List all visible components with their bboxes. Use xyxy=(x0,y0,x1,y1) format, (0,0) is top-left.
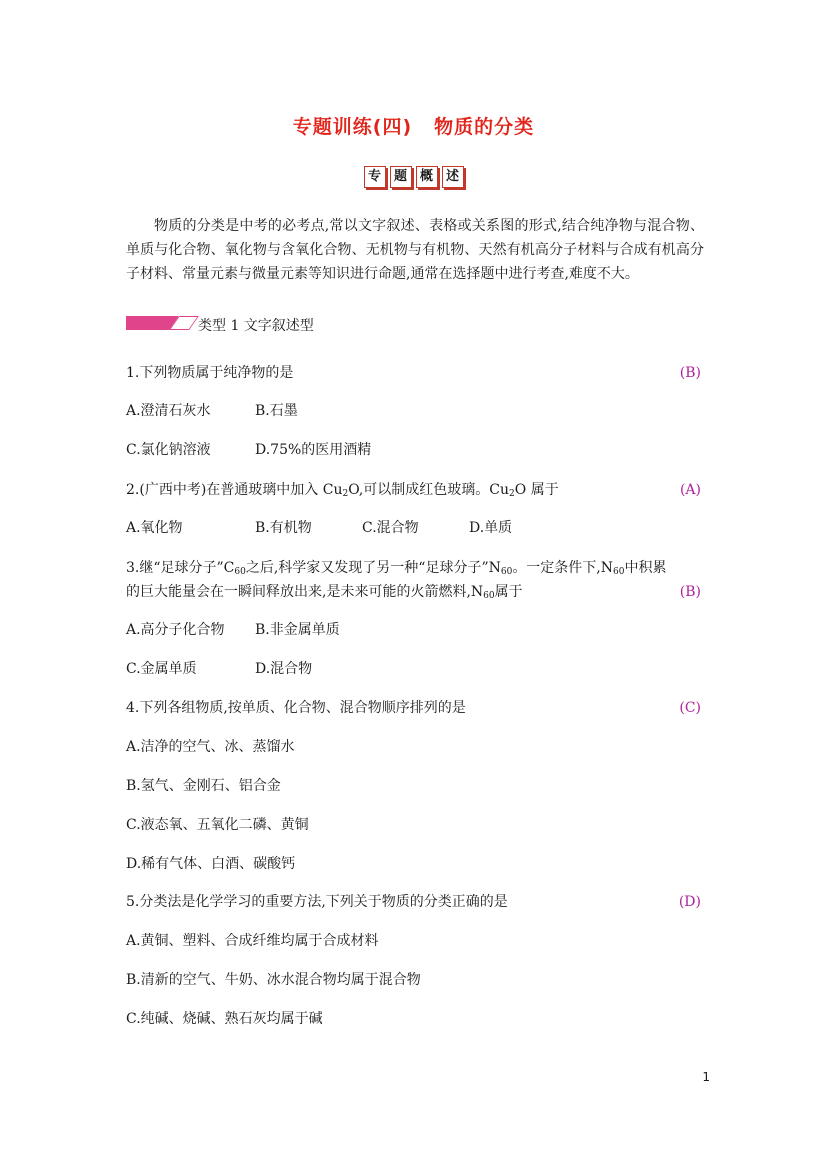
question-4-option-b: B.氢气、金刚石、铝合金 xyxy=(126,778,281,794)
question-5-stem: 5.分类法是化学学习的重要方法,下列关于物质的分类正确的是 xyxy=(126,894,508,910)
title-part-1: 专题训练(四) xyxy=(292,116,413,138)
question-3-answer: (B) xyxy=(679,584,701,600)
question-3-stem-line-2: 的巨大能量会在一瞬间释放出来,是未来可能的火箭燃料$,N_{60}$属于 xyxy=(126,584,523,601)
page-title xyxy=(0,112,827,139)
question-2-answer: (A) xyxy=(679,482,701,498)
question-5-option-c: C.纯碱、烧碱、熟石灰均属于碱 xyxy=(126,1011,323,1027)
question-3-option-c: C.金属单质 xyxy=(126,661,197,677)
page-number: 1 xyxy=(702,1070,710,1084)
title-part-2: 物质的分类 xyxy=(434,116,535,138)
question-4-option-a: A.洁净的空气、冰、蒸馏水 xyxy=(126,739,295,755)
question-5-answer: (D) xyxy=(678,894,701,910)
question-3-stem-line-1: 3.继“足球分子$”C_{60}$之后,科学家又发现了另一种“足球分子$”N_{60}$。一定条件下$,N_{60}$中积累 xyxy=(126,560,667,577)
question-3-option-b: B.非金属单质 xyxy=(255,622,340,638)
question-2-option-b: B.有机物 xyxy=(255,520,312,536)
question-3-option-a: A.高分子化合物 xyxy=(126,622,225,638)
question-2-option-a: A.氧化物 xyxy=(126,520,183,536)
question-4-option-c: C.液态氧、五氧化二磷、黄铜 xyxy=(126,817,309,833)
overview-box-3: 概 xyxy=(416,166,438,188)
type-heading: 类型 1 文字叙述型 xyxy=(198,318,314,334)
question-4-option-d: D.稀有气体、白酒、碳酸钙 xyxy=(126,856,296,872)
type-banner-icon xyxy=(126,316,196,330)
question-1-stem: 1.下列物质属于纯净物的是 xyxy=(126,365,294,381)
overview-heading xyxy=(0,166,827,188)
question-1-option-a: A.澄清石灰水 xyxy=(126,403,211,419)
question-2-option-d: D.单质 xyxy=(469,520,513,536)
question-4-stem: 4.下列各组物质,按单质、化合物、混合物顺序排列的是 xyxy=(126,700,466,716)
question-2-stem: 2.(广西中考)在普通玻璃中加入 $Cu_2O$,可以制成红色玻璃。$Cu_2O$ 属于 xyxy=(126,482,559,499)
question-1-answer: (B) xyxy=(679,365,701,381)
question-4-answer: (C) xyxy=(679,700,701,716)
intro-paragraph: 物质的分类是中考的必考点,常以文字叙述、表格或关系图的形式,结合纯净物与混合物、单质与化合物、氧化物与含氧化合物、无机物与有机物、天然有机高分子材料与合成有机高分子材料、常量元素与微量元素等知识进行命题,通常在选择题中进行考查,难度不大。 xyxy=(126,218,704,282)
overview-box-4: 述 xyxy=(442,166,464,188)
overview-box-1: 专 xyxy=(364,166,386,188)
question-5-option-b: B.清新的空气、牛奶、冰水混合物均属于混合物 xyxy=(126,972,421,988)
overview-box-2: 题 xyxy=(390,166,412,188)
question-1-option-d: D.75%的医用酒精 xyxy=(255,442,372,458)
question-3-option-d: D.混合物 xyxy=(255,661,313,677)
question-1-option-b: B.石墨 xyxy=(255,403,298,419)
question-1-option-c: C.氯化钠溶液 xyxy=(126,442,211,458)
question-2-option-c: C.混合物 xyxy=(362,520,419,536)
question-5-option-a: A.黄铜、塑料、合成纤维均属于合成材料 xyxy=(126,933,379,949)
